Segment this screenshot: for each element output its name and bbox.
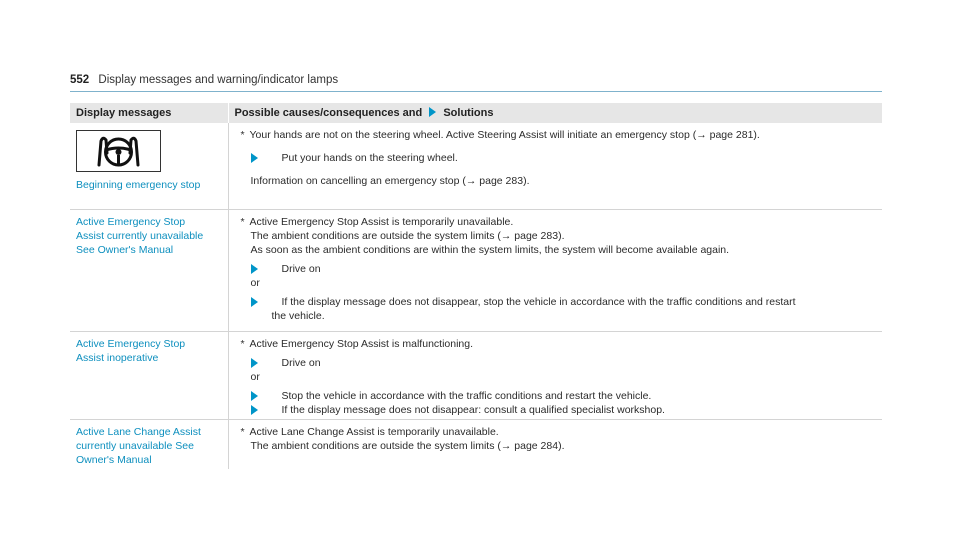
detail-text: The ambient conditions are outside the system limits (→ page 284). [250,439,565,452]
cause-text [241,128,877,142]
cause-label: Active Lane Change Assist is temporarily unavailable. [249,425,499,438]
causes-solutions-cell [228,419,882,469]
solution-step [241,151,877,165]
page-number: 552 [70,74,90,86]
solution-step-text: If the display message does not disappear, stop the vehicle in accordance with the traffic conditions and restart [281,295,796,308]
column-header-causes-solutions [228,103,882,123]
display-message-line: Active Emergency Stop [76,215,186,228]
column-header-display-messages: Display messages [70,103,228,123]
cause-text [241,425,877,439]
cause-label: Your hands are not on the steering wheel. Active Steering Assist will initiate an emergency stop (→ page 281). [249,129,760,141]
display-message-line: See Owner's Manual [76,243,174,256]
cause-text [241,337,877,351]
solution-step [241,403,877,417]
bullet-marker: * [240,129,245,141]
solution-step-text: Drive on [281,356,321,369]
solution-step [241,262,877,276]
or-label: or [250,276,260,289]
detail-text: As soon as the ambient conditions are within the system limits, the system will become available again. [250,243,730,256]
bullet-marker: * [240,337,245,350]
solution-step-text: Put your hands on the steering wheel. [281,152,458,164]
play-arrow-icon [251,405,258,415]
solution-step [241,389,877,403]
steering-hands-icon [76,130,161,172]
play-arrow-icon [251,153,258,163]
play-arrow-icon [251,297,258,307]
play-arrow-icon [251,264,258,274]
solution-step-text: Drive on [281,262,321,275]
table-row [70,331,882,419]
play-arrow-icon [251,358,258,368]
message-cell [70,331,228,419]
play-arrow-icon [429,107,436,117]
page-header [70,74,882,92]
display-messages-table [70,103,882,469]
solution-step-text: If the display message does not disappear: consult a qualified specialist workshop. [281,403,665,416]
message-cell [70,123,228,209]
display-message-line: Active Lane Change Assist [76,425,201,438]
solution-step-text: Stop the vehicle in accordance with the traffic conditions and restart the vehicle. [281,389,652,402]
message-cell [70,419,228,469]
page-header-title: Display messages and warning/indicator lamps [98,74,339,86]
info-note: Information on cancelling an emergency stop (→ page 283). [250,175,530,187]
bullet-marker: * [240,425,245,438]
display-message-line: Active Emergency Stop [76,337,186,350]
display-message-line: Owner's Manual [76,453,152,466]
causes-solutions-cell [228,331,882,419]
detail-text: The ambient conditions are outside the system limits (→ page 283). [250,229,565,242]
table-row [70,419,882,469]
or-label: or [250,370,260,383]
table-row [70,209,882,331]
table-row [70,123,882,209]
cause-text [241,215,877,229]
column-header-solutions-label: Solutions [443,107,494,119]
table-header-row [70,103,882,123]
display-message-text: Beginning emergency stop [76,179,201,191]
message-cell [70,209,228,331]
causes-solutions-cell [228,209,882,331]
solution-step [241,295,877,309]
column-header-causes-label: Possible causes/consequences and [234,107,423,119]
causes-solutions-cell [228,123,882,209]
cause-label: Active Emergency Stop Assist is temporarily unavailable. [249,215,514,228]
bullet-marker: * [240,215,245,228]
play-arrow-icon [251,391,258,401]
solution-step [241,356,877,370]
display-message-line: Assist currently unavailable [76,229,204,242]
display-message-line: currently unavailable See [76,439,194,452]
solution-step-continuation: the vehicle. [271,309,325,322]
cause-label: Active Emergency Stop Assist is malfunctioning. [249,337,474,350]
display-message-line: Assist inoperative [76,351,159,364]
